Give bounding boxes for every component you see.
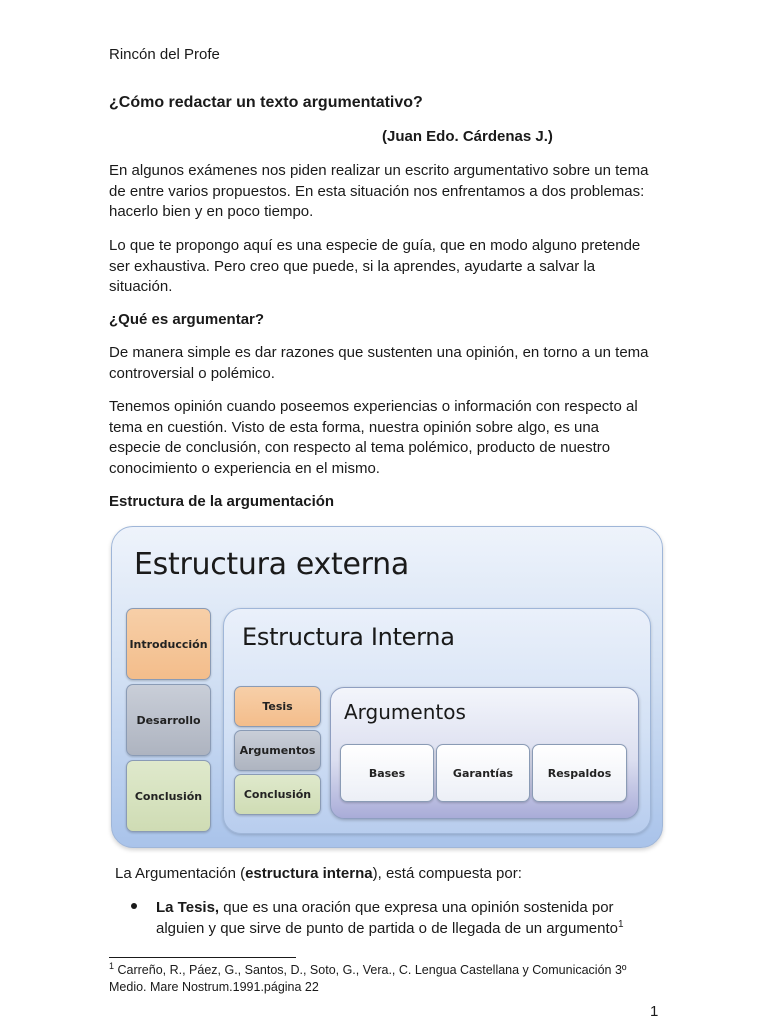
bullet-text-2: alguien y que sirve de punto de partida o de llegada de un argumento	[156, 919, 619, 937]
paragraph-guide: Lo que te propongo aquí es una especie de guía, que en modo alguno pretende ser exhaustiva. Pero creo que puede, si la aprendes, ayudarte a salvar la situación.	[109, 237, 641, 295]
arguments-frame	[330, 687, 639, 819]
box-desarrollo: Desarrollo	[126, 684, 211, 756]
composition-sentence	[115, 864, 522, 885]
arguments-title: Argumentos	[344, 700, 466, 724]
paragraph-opinion: Tenemos opinión cuando poseemos experiencias o información con respecto al tema en cuestión. Visto de esta forma, nuestra opinión sobre algo, es una especie de conclusión, con respecto al tema polémico, producto de nuestro conocimiento o experiencia en el mismo.	[109, 398, 638, 477]
internal-structure-frame	[223, 608, 651, 834]
footnote-divider	[109, 957, 296, 958]
box-garantias: Garantías	[436, 744, 530, 802]
footnote-text-1: Carreño, R., Páez, G., Santos, D., Soto, G., Vera., C. Lengua Castellana y Comunicación 3º	[114, 963, 627, 977]
box-tesis: Tesis	[234, 686, 321, 727]
bullet-line-2	[156, 919, 676, 940]
author-line: (Juan Edo. Cárdenas J.)	[382, 128, 553, 145]
footnote	[109, 962, 669, 995]
internal-structure-title: Estructura Interna	[242, 623, 455, 651]
box-conclusion-externa: Conclusión	[126, 760, 211, 832]
footnote-marker: 1	[109, 960, 115, 971]
footnote-text-2: Medio. Mare Nostrum.1991.página 22	[109, 979, 319, 994]
box-introduccion: Introducción	[126, 608, 211, 680]
box-conclusion-interna: Conclusión	[234, 774, 321, 815]
external-structure-frame	[111, 526, 663, 848]
external-structure-title: Estructura externa	[134, 547, 409, 582]
box-argumentos: Argumentos	[234, 730, 321, 771]
bullet-bold: La Tesis,	[156, 899, 220, 916]
heading-que-es-argumentar: ¿Qué es argumentar?	[109, 311, 265, 328]
page-number: 1	[650, 1003, 659, 1020]
page-title: ¿Cómo redactar un texto argumentativo?	[109, 94, 423, 111]
argument-structure-diagram	[111, 526, 663, 848]
heading-estructura: Estructura de la argumentación	[109, 493, 335, 510]
running-header: Rincón del Profe	[109, 46, 220, 63]
paragraph-intro: En algunos exámenes nos piden realizar un escrito argumentativo sobre un tema de entre varios propuestos. En esta situación nos enfrentamos a dos problemas: hacerlo bien y en poco tiempo.	[109, 162, 649, 220]
paragraph-definition: De manera simple es dar razones que sustenten una opinión, en torno a un tema controversial o polémico.	[109, 344, 649, 382]
composition-suffix: ), está compuesta por:	[372, 865, 522, 882]
bullet-point	[131, 903, 137, 909]
bullet-tesis	[156, 898, 676, 939]
footnote-line-1	[109, 962, 669, 979]
bullet-text-1: que es una oración que expresa una opinión sostenida por	[219, 899, 614, 916]
composition-prefix: La Argumentación (	[115, 865, 246, 882]
composition-bold: estructura interna	[245, 865, 373, 882]
footnote-reference[interactable]: 1	[618, 918, 624, 930]
box-respaldos: Respaldos	[532, 744, 627, 802]
bullet-line-1	[156, 898, 676, 919]
box-bases: Bases	[340, 744, 434, 802]
